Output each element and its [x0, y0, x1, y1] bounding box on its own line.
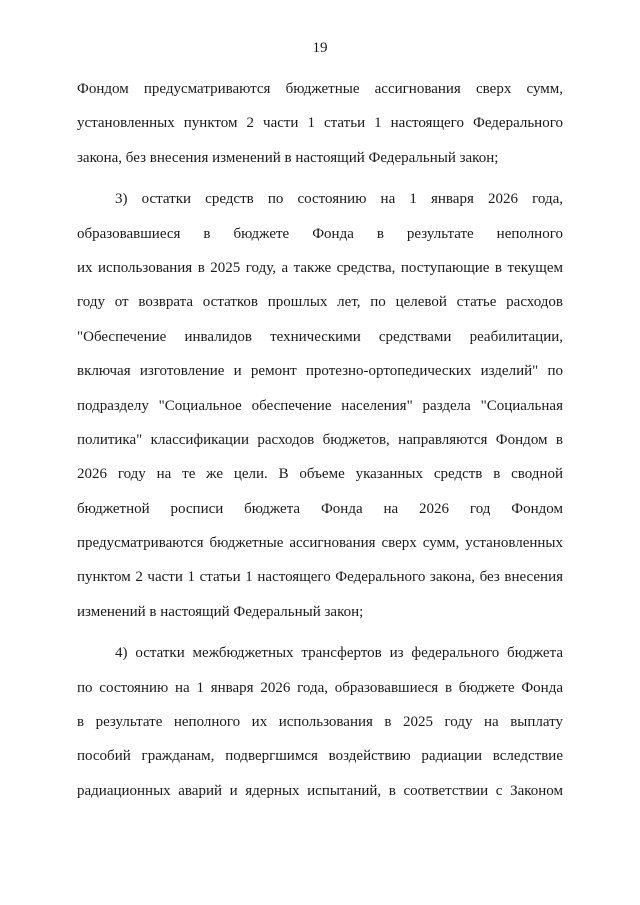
text-line: включая изготовление и ремонт протезно-ортопедических изделий" по [77, 363, 563, 380]
text-line: их использования в 2025 году, а также средства, поступающие в текущем [77, 259, 563, 276]
text-line: пунктом 2 части 1 статьи 1 настоящего Федерального закона, без внесения [77, 569, 563, 586]
text-line: установленных пунктом 2 части 1 статьи 1 настоящего Федерального [77, 115, 563, 132]
text-line: в результате неполного их использования в 2025 году на выплату [77, 714, 563, 731]
paragraph-start-line: 3) остатки средств по состоянию на 1 января 2026 года, [115, 191, 563, 208]
text-line: по состоянию на 1 января 2026 года, образовавшиеся в бюджете Фонда [77, 679, 563, 696]
text-line: 2026 году на те же цели. В объеме указанных средств в сводной [77, 466, 563, 483]
body-text [77, 72, 563, 808]
text-line: политика" классификации расходов бюджетов, направляются Фондом в [77, 431, 563, 448]
text-line: году от возврата остатков прошлых лет, по целевой статье расходов [77, 294, 563, 311]
page-number: 19 [312, 40, 328, 56]
text-line: изменений в настоящий Федеральный закон; [77, 603, 364, 620]
text-line: пособий гражданам, подвергшимся воздействию радиации вследствие [77, 748, 563, 765]
text-line: бюджетной росписи бюджета Фонда на 2026 год Фондом [77, 500, 563, 517]
text-line: предусматриваются бюджетные ассигнования сверх сумм, установленных [77, 535, 563, 552]
text-line: Фондом предусматриваются бюджетные ассигнования сверх сумм, [77, 81, 563, 97]
text-line: подразделу "Социальное обеспечение населения" раздела "Социальная [77, 397, 563, 414]
text-line: образовавшиеся в бюджете Фонда в результате неполного [77, 225, 563, 242]
text-line: "Обеспечение инвалидов техническими средствами реабилитации, [77, 328, 563, 345]
text-line: радиационных аварий и ядерных испытаний, в соответствии с Законом [77, 782, 563, 799]
text-line: закона, без внесения изменений в настоящий Федеральный закон; [77, 149, 499, 166]
paragraph-start-line: 4) остатки межбюджетных трансфертов из федерального бюджета [115, 645, 563, 662]
